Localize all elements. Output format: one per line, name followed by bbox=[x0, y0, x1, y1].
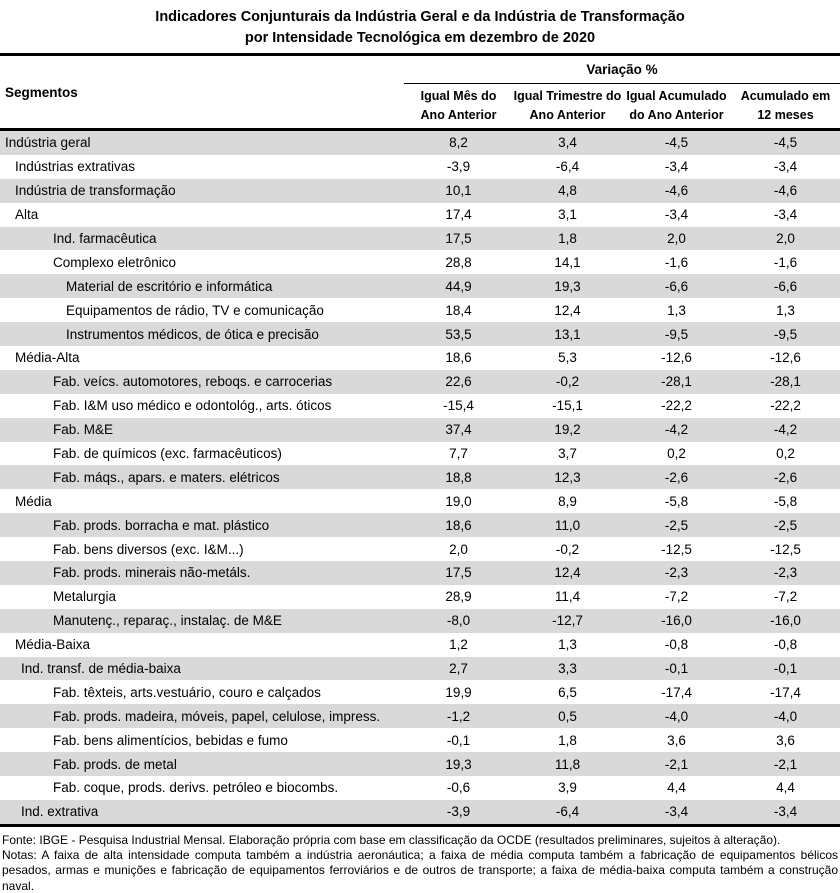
segment-label: Fab. prods. de metal bbox=[53, 756, 177, 772]
table-row bbox=[0, 489, 840, 513]
value-cell: 3,6 bbox=[776, 732, 795, 748]
table-body bbox=[0, 131, 840, 824]
title-line2: por Intensidade Tecnológica em dezembro de 2020 bbox=[244, 30, 596, 46]
value-cell: 13,1 bbox=[554, 326, 581, 342]
table-row bbox=[0, 322, 840, 346]
table-row bbox=[0, 704, 840, 728]
value-cell: 18,8 bbox=[445, 469, 472, 485]
value-cell: -2,3 bbox=[664, 565, 689, 581]
column-header-same-month bbox=[404, 84, 513, 125]
value-cell: -2,5 bbox=[773, 517, 798, 533]
value-cell: 12,4 bbox=[554, 302, 581, 318]
value-cell: -16,0 bbox=[770, 613, 801, 629]
value-cell: 22,6 bbox=[445, 374, 472, 390]
value-cell: 4,8 bbox=[558, 183, 577, 199]
segment-label: Material de escritório e informática bbox=[66, 278, 273, 294]
value-cell: -0,8 bbox=[664, 637, 689, 653]
value-cell: 3,7 bbox=[558, 446, 577, 462]
value-cell: 1,8 bbox=[558, 231, 577, 246]
table-row bbox=[0, 250, 840, 274]
column-header-line: Igual Acumulado bbox=[626, 89, 727, 103]
value-cell: 37,4 bbox=[445, 422, 472, 438]
segment-label: Fab. M&E bbox=[53, 422, 114, 438]
value-cell: -8,0 bbox=[446, 613, 471, 629]
value-cell: -0,2 bbox=[555, 541, 580, 557]
value-cell: -9,5 bbox=[773, 326, 798, 342]
segment-label: Equipamentos de rádio, TV e comunicação bbox=[66, 302, 324, 318]
table-row bbox=[0, 298, 840, 322]
column-header-same-quarter bbox=[513, 84, 622, 125]
value-cell: -12,5 bbox=[661, 541, 692, 557]
value-cell: -12,6 bbox=[770, 350, 801, 366]
value-cell: 3,9 bbox=[558, 780, 577, 796]
value-cell: 3,6 bbox=[667, 732, 686, 748]
segment-label: Fab. bens diversos (exc. I&M...) bbox=[53, 541, 244, 557]
value-cell: -1,2 bbox=[446, 708, 471, 724]
page-title bbox=[0, 0, 840, 49]
value-cell: -0,2 bbox=[555, 374, 580, 390]
value-cell: -17,4 bbox=[770, 684, 801, 700]
value-cell: 18,6 bbox=[445, 517, 472, 533]
value-cell: 1,3 bbox=[558, 637, 577, 653]
value-cell: 8,2 bbox=[449, 135, 468, 151]
value-cell: 28,8 bbox=[445, 254, 472, 270]
segment-label: Média bbox=[15, 493, 52, 509]
table-footer bbox=[0, 827, 840, 893]
column-header-line: Acumulado em bbox=[740, 89, 831, 103]
value-cell: -3,4 bbox=[773, 159, 798, 175]
column-header-12-months bbox=[731, 84, 840, 125]
value-cell: -6,4 bbox=[555, 159, 580, 175]
table-row bbox=[0, 346, 840, 370]
value-cell: -2,3 bbox=[773, 565, 798, 581]
column-header-line: Ano Anterior bbox=[529, 108, 606, 122]
value-cell: 3,4 bbox=[558, 135, 577, 151]
value-cell: -4,5 bbox=[773, 135, 798, 151]
value-cell: -6,6 bbox=[773, 278, 798, 294]
value-cell: -4,0 bbox=[773, 708, 798, 724]
value-cell: -7,2 bbox=[664, 589, 689, 605]
variation-header-group bbox=[404, 56, 840, 128]
segment-label: Fab. bens alimentícios, bebidas e fumo bbox=[53, 732, 288, 748]
column-header-line: 12 meses bbox=[757, 108, 814, 122]
value-cell: 11,8 bbox=[554, 756, 581, 772]
segment-label: Fab. coque, prods. derivs. petróleo e biocombs. bbox=[53, 780, 339, 796]
value-cell: 19,9 bbox=[445, 684, 472, 700]
segment-label: Fab. prods. borracha e mat. plástico bbox=[53, 517, 270, 533]
value-cell: -15,4 bbox=[443, 398, 474, 414]
value-cell: -4,0 bbox=[664, 708, 689, 724]
segment-label: Ind. extrativa bbox=[21, 804, 99, 820]
value-cell: -17,4 bbox=[661, 684, 692, 700]
value-cell: 11,4 bbox=[554, 589, 581, 605]
value-cell: -4,6 bbox=[773, 183, 798, 199]
table-row bbox=[0, 155, 840, 179]
table-row bbox=[0, 633, 840, 657]
table-header bbox=[0, 56, 840, 128]
table-row bbox=[0, 131, 840, 155]
value-cell: 12,4 bbox=[554, 565, 581, 581]
value-cell: 19,2 bbox=[554, 422, 581, 438]
value-cell: 4,4 bbox=[667, 780, 686, 796]
value-cell: -15,1 bbox=[552, 398, 583, 414]
value-cell: 19,3 bbox=[554, 278, 581, 294]
value-cell: -2,1 bbox=[664, 756, 689, 772]
value-cell: 5,3 bbox=[558, 350, 577, 366]
value-cell: -0,1 bbox=[446, 732, 471, 748]
value-cell: 1,8 bbox=[558, 732, 577, 748]
segment-label: Média-Baixa bbox=[15, 637, 91, 653]
value-cell: -28,1 bbox=[770, 374, 801, 390]
segment-label: Fab. prods. minerais não-metáls. bbox=[53, 565, 251, 581]
table-row bbox=[0, 609, 840, 633]
value-cell: 6,5 bbox=[558, 684, 577, 700]
column-header-line: Igual Mês do bbox=[420, 89, 497, 103]
value-cell: 19,0 bbox=[445, 493, 472, 509]
value-cell: -2,5 bbox=[664, 517, 689, 533]
value-cell: 7,7 bbox=[449, 446, 468, 462]
segment-label: Fab. veícs. automotores, reboqs. e carrocerias bbox=[53, 374, 333, 390]
value-cell: 2,0 bbox=[449, 541, 468, 557]
value-cell: -2,6 bbox=[773, 469, 798, 485]
value-cell: -6,6 bbox=[664, 278, 689, 294]
table-row bbox=[0, 585, 840, 609]
segment-label: Alta bbox=[15, 207, 39, 223]
column-headers bbox=[404, 84, 840, 125]
value-cell: 18,4 bbox=[445, 302, 472, 318]
table-row bbox=[0, 227, 840, 251]
segment-label: Indústria geral bbox=[5, 135, 91, 151]
value-cell: 10,1 bbox=[445, 183, 472, 199]
segment-label: Manutenç., reparaç., instalaç. de M&E bbox=[53, 613, 282, 629]
variation-group-label: Variação % bbox=[586, 62, 658, 77]
table-row bbox=[0, 465, 840, 489]
table-row bbox=[0, 752, 840, 776]
value-cell: 17,5 bbox=[445, 565, 472, 581]
value-cell: -16,0 bbox=[661, 613, 692, 629]
value-cell: -3,9 bbox=[446, 804, 471, 820]
value-cell: -12,5 bbox=[770, 541, 801, 557]
notes-text: Notas: A faixa de alta intensidade computa também a indústria aeronáutica; a faixa de média computa também a fabricação de equipamentos bélicos pesados, armas e munições e fabricação de equipamentos ferroviários e de outros de transporte; a faixa de média-baixa computa também a construção naval. bbox=[2, 847, 838, 893]
segment-label: Ind. farmacêutica bbox=[53, 231, 157, 246]
segment-label: Fab. prods. madeira, móveis, papel, celulose, impress. bbox=[53, 708, 381, 724]
value-cell: 53,5 bbox=[445, 326, 472, 342]
value-cell: -3,9 bbox=[446, 159, 471, 175]
segment-label: Fab. I&M uso médico e odontológ., arts. óticos bbox=[53, 398, 332, 414]
segment-label: Fab. de químicos (exc. farmacêuticos) bbox=[53, 446, 282, 462]
table-row bbox=[0, 680, 840, 704]
table-row bbox=[0, 274, 840, 298]
segment-label: Indústrias extrativas bbox=[15, 159, 136, 175]
segment-label: Indústria de transformação bbox=[15, 183, 176, 199]
value-cell: 44,9 bbox=[445, 278, 472, 294]
value-cell: -9,5 bbox=[664, 326, 689, 342]
table-row bbox=[0, 179, 840, 203]
table-row bbox=[0, 513, 840, 537]
value-cell: 1,3 bbox=[776, 302, 795, 318]
value-cell: -12,6 bbox=[661, 350, 692, 366]
segment-label: Complexo eletrônico bbox=[53, 254, 177, 270]
table-row bbox=[0, 370, 840, 394]
value-cell: -4,2 bbox=[664, 422, 689, 438]
title-line1: Indicadores Conjunturais da Indústria Geral e da Indústria de Transformação bbox=[155, 9, 685, 25]
value-cell: -5,8 bbox=[773, 493, 798, 509]
column-header-line: Ano Anterior bbox=[420, 108, 497, 122]
value-cell: -3,4 bbox=[664, 804, 689, 820]
value-cell: 0,5 bbox=[558, 708, 577, 724]
value-cell: -3,4 bbox=[664, 159, 689, 175]
segments-column-header: Segmentos bbox=[5, 84, 78, 100]
table-row bbox=[0, 442, 840, 466]
value-cell: -3,4 bbox=[773, 804, 798, 820]
table-row bbox=[0, 203, 840, 227]
segment-label: Ind. transf. de média-baixa bbox=[21, 661, 181, 677]
value-cell: 3,3 bbox=[558, 661, 577, 677]
value-cell: -5,8 bbox=[664, 493, 689, 509]
value-cell: 14,1 bbox=[554, 254, 581, 270]
value-cell: 3,1 bbox=[558, 207, 577, 223]
table-row bbox=[0, 418, 840, 442]
column-header-line: Igual Trimestre do bbox=[513, 89, 622, 103]
value-cell: 1,3 bbox=[667, 302, 686, 318]
value-cell: 1,2 bbox=[449, 637, 468, 653]
value-cell: 11,0 bbox=[554, 517, 581, 533]
table-row bbox=[0, 657, 840, 681]
value-cell: 19,3 bbox=[445, 756, 472, 772]
value-cell: -22,2 bbox=[770, 398, 801, 414]
value-cell: -1,6 bbox=[773, 254, 798, 270]
table-row bbox=[0, 728, 840, 752]
table-row bbox=[0, 776, 840, 800]
value-cell: -3,4 bbox=[664, 207, 689, 223]
value-cell: 28,9 bbox=[445, 589, 472, 605]
value-cell: -28,1 bbox=[661, 374, 692, 390]
value-cell: -4,6 bbox=[664, 183, 689, 199]
segment-label: Fab. máqs., apars. e maters. elétricos bbox=[53, 469, 280, 485]
segment-label: Instrumentos médicos, de ótica e precisão bbox=[66, 326, 319, 342]
value-cell: 18,6 bbox=[445, 350, 472, 366]
value-cell: 0,2 bbox=[776, 446, 795, 462]
segment-label: Média-Alta bbox=[15, 350, 80, 366]
value-cell: 0,2 bbox=[667, 446, 686, 462]
value-cell: -2,1 bbox=[773, 756, 798, 772]
value-cell: -0,6 bbox=[446, 780, 471, 796]
table-row bbox=[0, 537, 840, 561]
value-cell: 4,4 bbox=[776, 780, 795, 796]
value-cell: -7,2 bbox=[773, 589, 798, 605]
value-cell: 2,0 bbox=[667, 231, 686, 246]
value-cell: 17,4 bbox=[445, 207, 472, 223]
value-cell: -0,1 bbox=[664, 661, 689, 677]
value-cell: -6,4 bbox=[555, 804, 580, 820]
value-cell: -1,6 bbox=[664, 254, 689, 270]
table-row bbox=[0, 561, 840, 585]
value-cell: -4,2 bbox=[773, 422, 798, 438]
value-cell: 2,0 bbox=[776, 231, 795, 246]
segment-label: Fab. têxteis, arts.vestuário, couro e calçados bbox=[53, 684, 321, 700]
value-cell: 12,3 bbox=[554, 469, 581, 485]
value-cell: -3,4 bbox=[773, 207, 798, 223]
value-cell: -4,5 bbox=[664, 135, 689, 151]
value-cell: 17,5 bbox=[445, 231, 472, 246]
table-row bbox=[0, 800, 840, 824]
value-cell: -22,2 bbox=[661, 398, 692, 414]
value-cell: -2,6 bbox=[664, 469, 689, 485]
value-cell: 2,7 bbox=[449, 661, 468, 677]
segment-label: Metalurgia bbox=[53, 589, 117, 605]
value-cell: 8,9 bbox=[558, 493, 577, 509]
value-cell: -0,1 bbox=[773, 661, 798, 677]
source-note: Fonte: IBGE - Pesquisa Industrial Mensal. Elaboração própria com base em classificação da OCDE (resultados preliminares, sujeitos à alteração). bbox=[2, 832, 781, 847]
table-row bbox=[0, 394, 840, 418]
column-header-line: do Ano Anterior bbox=[629, 108, 724, 122]
column-header-same-accumulated bbox=[622, 84, 731, 125]
value-cell: -12,7 bbox=[552, 613, 583, 629]
value-cell: -0,8 bbox=[773, 637, 798, 653]
